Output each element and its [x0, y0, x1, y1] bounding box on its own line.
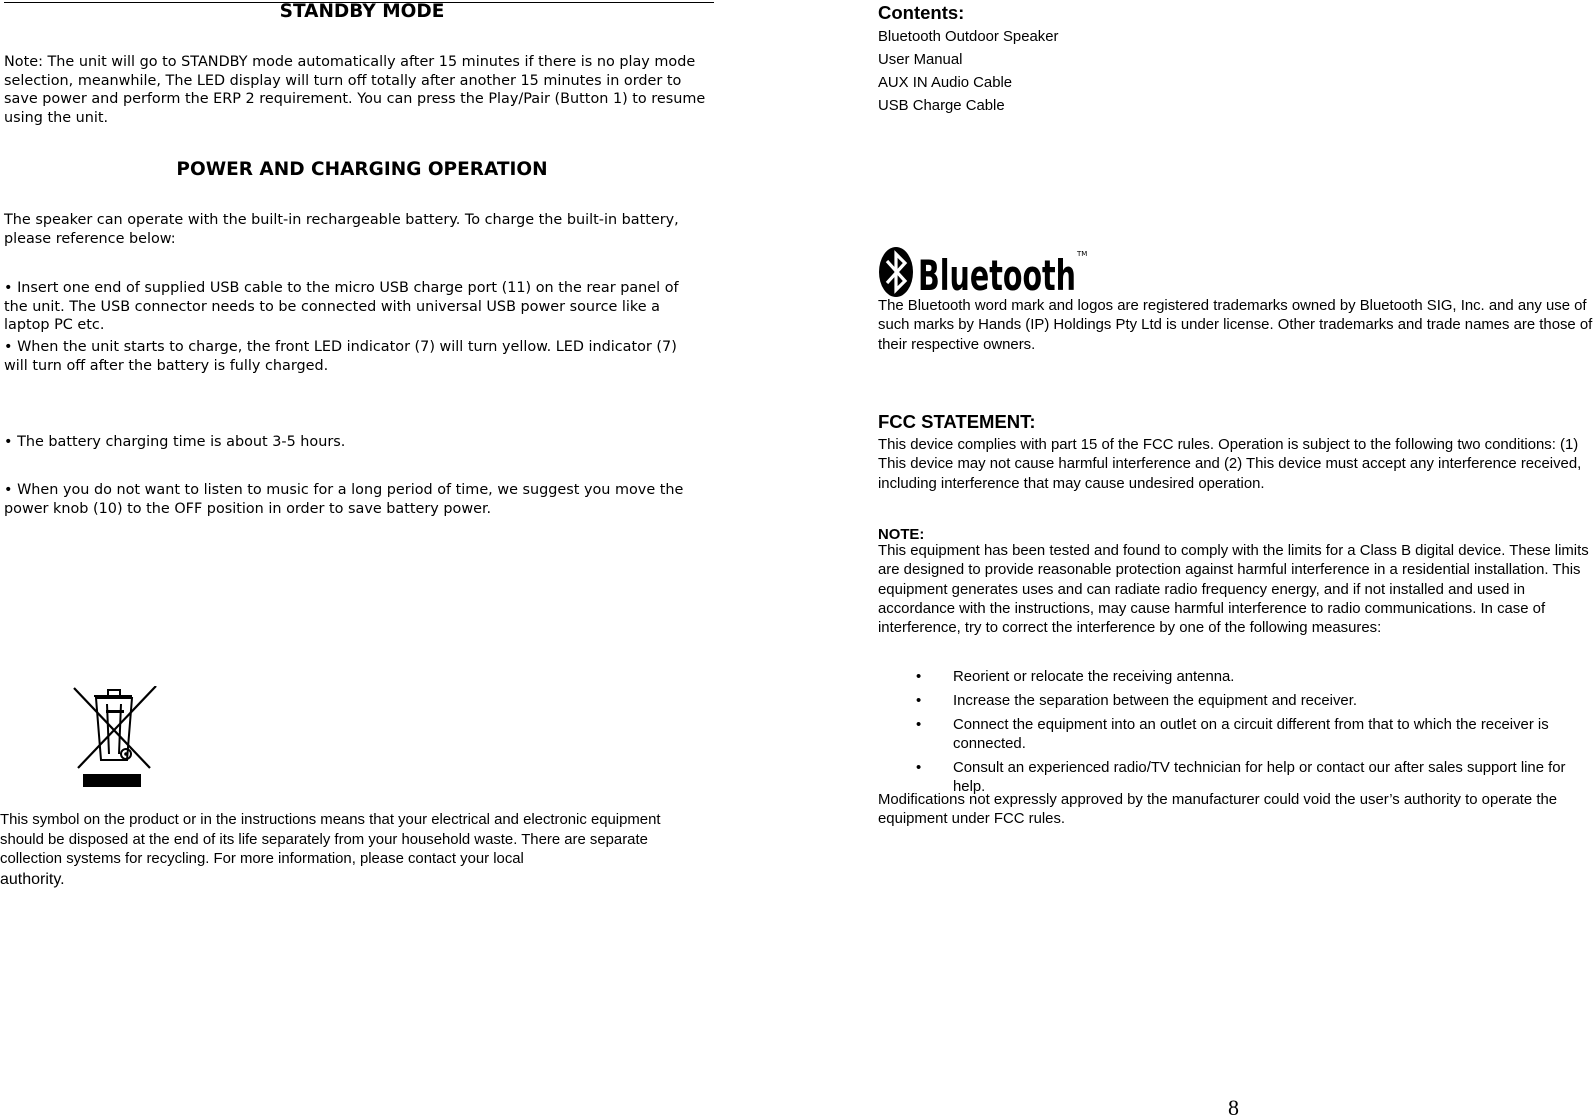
- measure-item: [878, 716, 1594, 755]
- measure-item: [878, 668, 1594, 687]
- note-text: This equipment has been tested and found to comply with the limits for a Class B digital device. These limits are designed to provide reasonable protection against harmful interference in a residential installation. This equipment generates uses and can radiate radio frequency energy, and if not installed and used in accordance with the instructions, may cause harmful interference to radio communications. In case of interference, try to correct the interference by one of the following measures:: [878, 543, 1589, 637]
- weee-disposal-last: authority.: [0, 870, 65, 888]
- power-intro: The speaker can operate with the built-in rechargeable battery. To charge the built-in battery, please reference below:: [4, 212, 679, 247]
- fcc-text: This device complies with part 15 of the FCC rules. Operation is subject to the following two conditions: (1) This device may not cause harmful interference and (2) This device must accept any interference received, including interference that may cause undesired operation.: [878, 437, 1582, 492]
- trademark-text: The Bluetooth word mark and logos are registered trademarks owned by Bluetooth SIG, Inc. and any use of such marks by Hands (IP) Holdings Pty Ltd is under license. Other trademarks and trade names are those of their respective owners.: [878, 298, 1593, 353]
- power-heading: POWER AND CHARGING OPERATION: [176, 159, 548, 180]
- contents-item: USB Charge Cable: [878, 98, 1005, 114]
- charging-bullet: • The battery charging time is about 3-5 hours.: [4, 434, 346, 450]
- standby-note: Note: The unit will go to STANDBY mode automatically after 15 minutes if there is no play mode selection, meanwhile, The LED display will turn off totally after another 15 minutes in order to save power and perform the ERP 2 requirement. You can press the Play/Pair (Button 1) to resume using the unit.: [4, 54, 706, 126]
- charging-bullet: • When the unit starts to charge, the front LED indicator (7) will turn yellow. LED indicator (7) will turn off after the battery is fully charged.: [4, 339, 677, 374]
- bullet-icon: •: [916, 669, 922, 685]
- bullet-icon: •: [916, 692, 922, 709]
- bluetooth-tm: TM: [1077, 250, 1088, 258]
- bluetooth-wordmark: Bluetooth: [918, 251, 1076, 298]
- charging-bullet: • When you do not want to listen to music for a long period of time, we suggest you move the power knob (10) to the OFF position in order to save battery power.: [4, 482, 684, 517]
- modifications-text: Modifications not expressly approved by the manufacturer could void the user’s authority to operate the equipment under FCC rules.: [878, 792, 1558, 828]
- interference-measures-list: [878, 668, 1594, 802]
- measure-item: [878, 692, 1594, 711]
- contents-list: [878, 26, 1058, 118]
- measure-text: Consult an experienced radio/TV technician for help or contact our after sales support line for help.: [953, 759, 1566, 795]
- measure-text: Reorient or relocate the receiving antenna.: [953, 669, 1235, 685]
- charging-bullet: • Insert one end of supplied USB cable to the micro USB charge port (11) on the rear panel of the unit. The USB connector needs to be connected with universal USB power source like a laptop PC etc.: [4, 280, 679, 333]
- measure-text: Connect the equipment into an outlet on a circuit different from that to which the receiver is connected.: [953, 716, 1549, 752]
- weee-disposal-text: [0, 811, 690, 890]
- page-number: 8: [1228, 1095, 1239, 1120]
- contents-item: Bluetooth Outdoor Speaker: [878, 29, 1059, 45]
- contents-item: AUX IN Audio Cable: [878, 75, 1013, 91]
- weee-disposal-body: This symbol on the product or in the instructions means that your electrical and electronic equipment should be disposed at the end of its life separately from your household waste. There are separate collection systems for recycling. For more information, please contact your local: [0, 812, 661, 868]
- contents-heading: Contents:: [878, 2, 965, 23]
- bullet-icon: •: [916, 759, 922, 776]
- bullet-icon: •: [916, 716, 922, 733]
- fcc-heading: FCC STATEMENT:: [878, 411, 1036, 432]
- bluetooth-logo: [878, 246, 1090, 298]
- note-heading: NOTE:: [878, 527, 925, 543]
- contents-item: User Manual: [878, 52, 963, 68]
- measure-text: Increase the separation between the equipment and receiver.: [953, 692, 1357, 709]
- weee-crossed-bin-icon: [72, 686, 158, 796]
- standby-heading: STANDBY MODE: [279, 1, 445, 22]
